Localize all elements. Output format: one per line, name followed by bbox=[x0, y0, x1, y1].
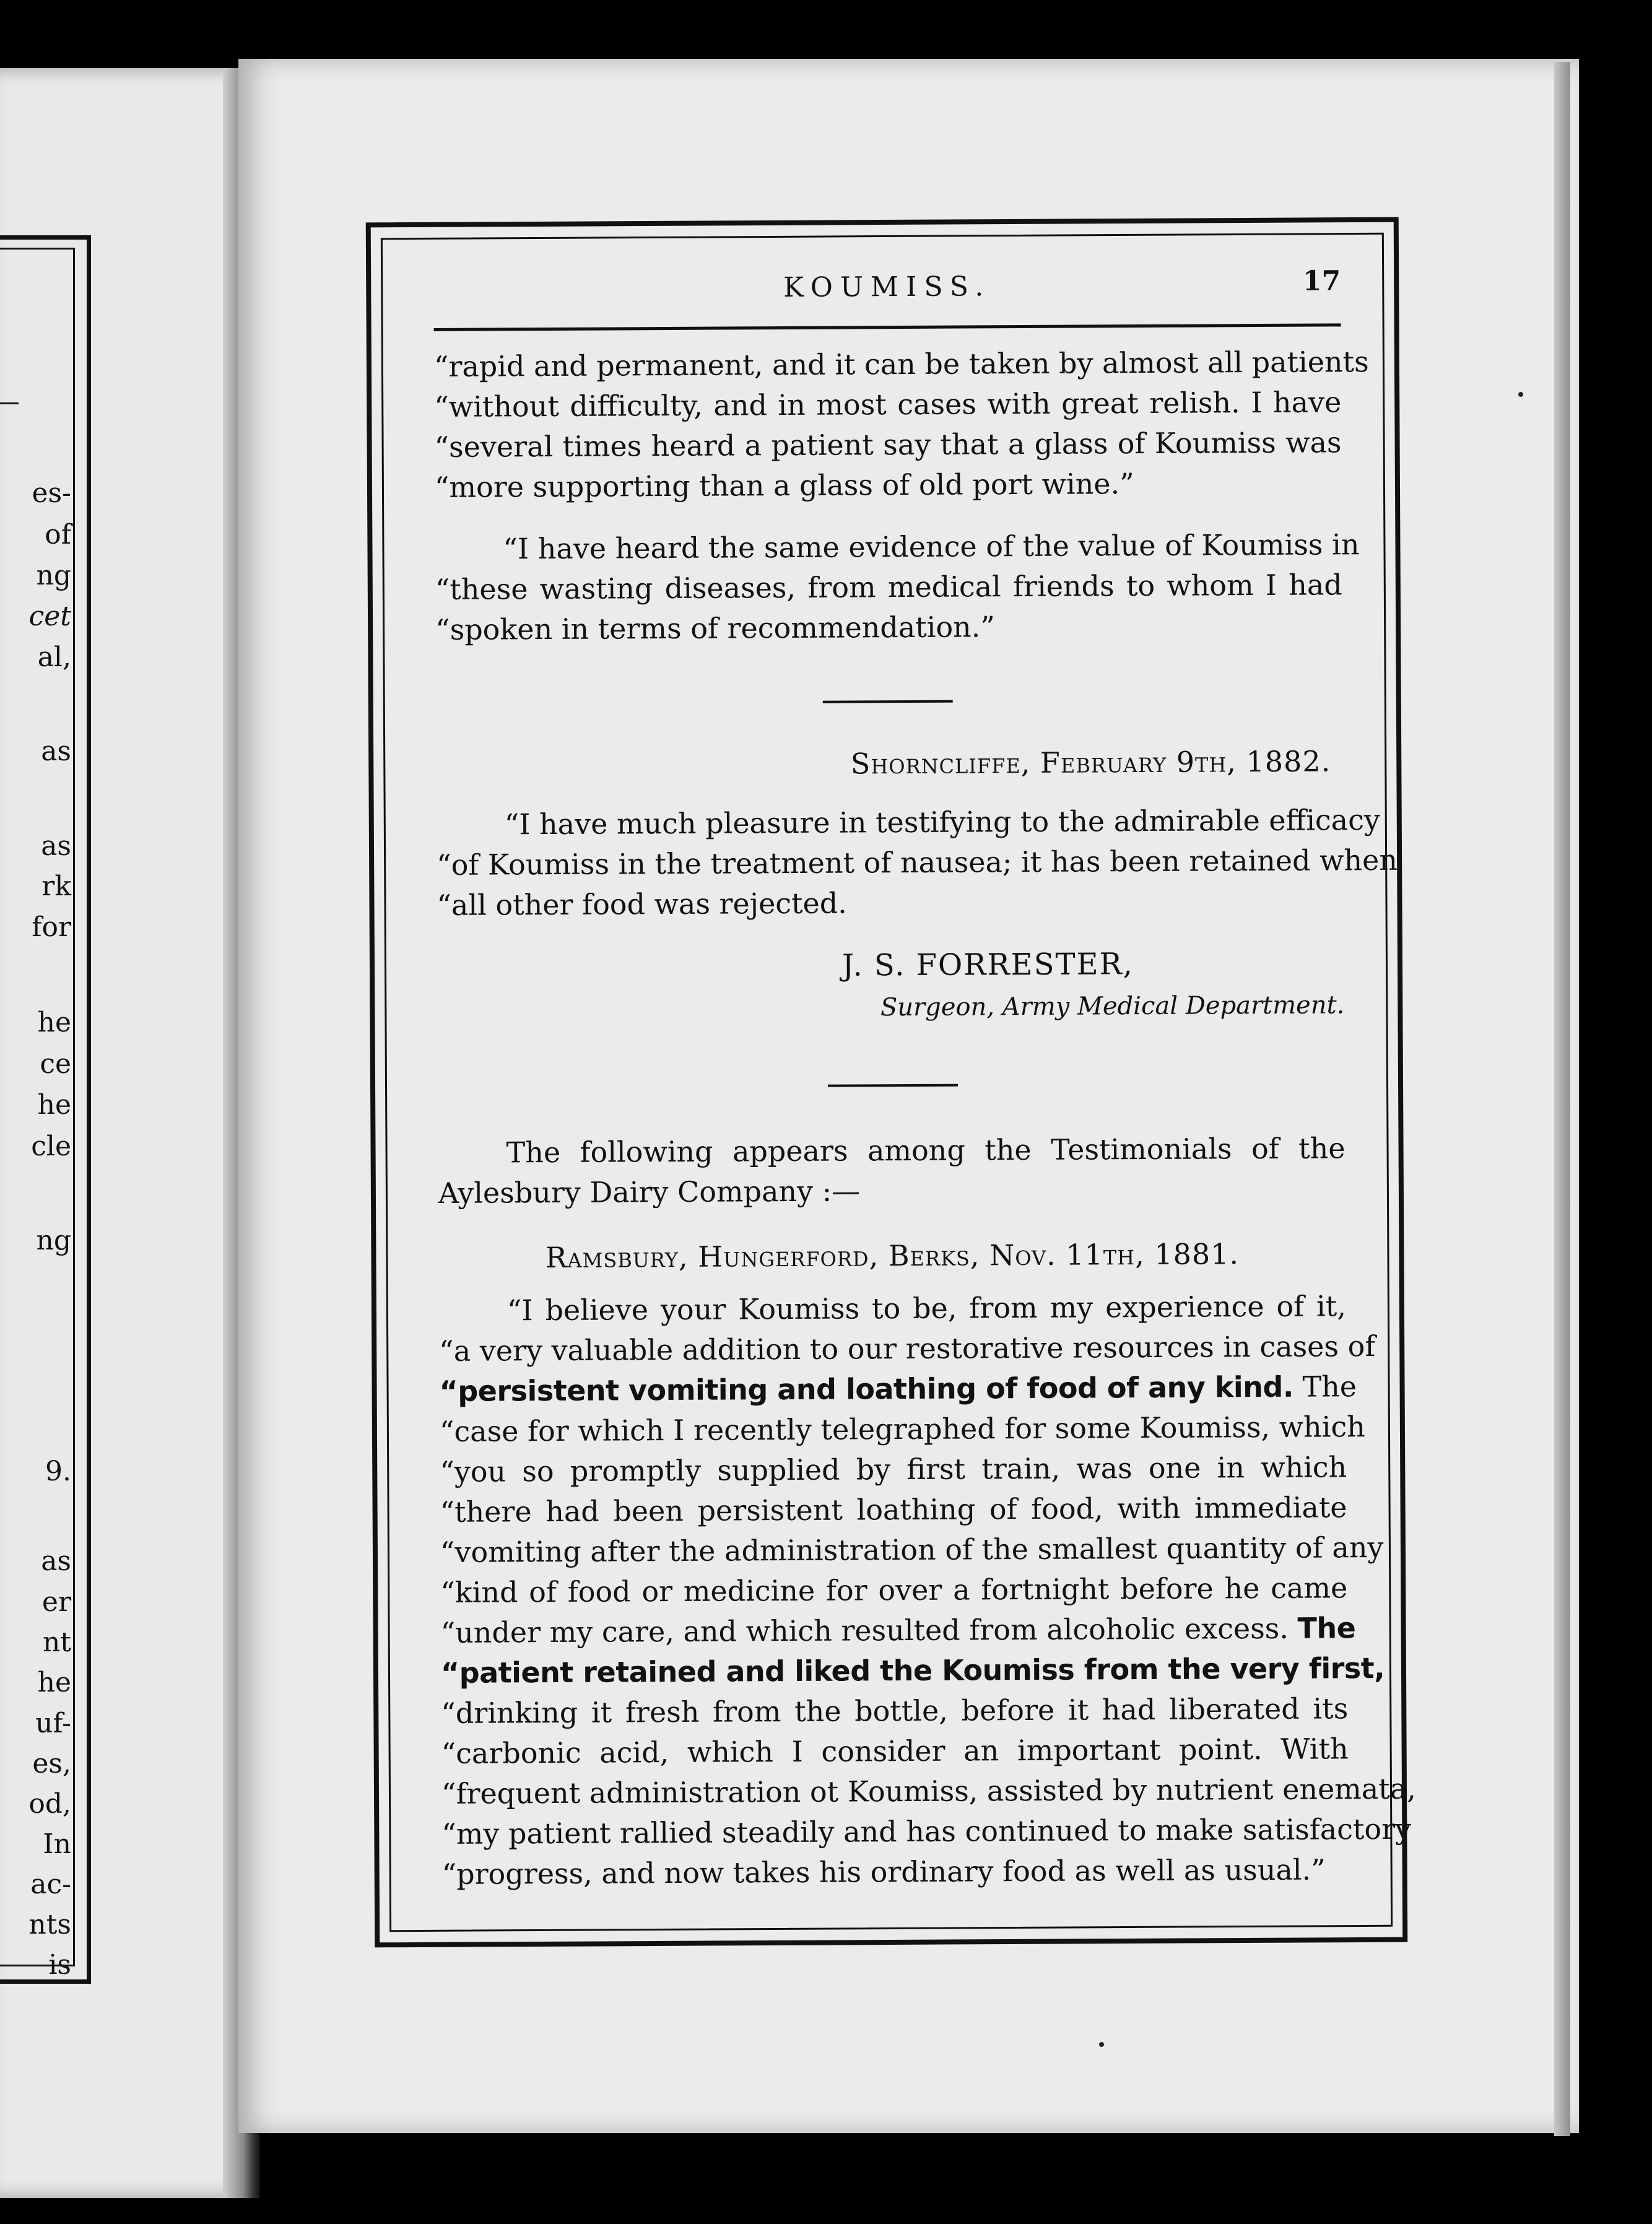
left-fragment: he bbox=[37, 1089, 71, 1121]
left-page bbox=[0, 68, 257, 2198]
left-fragment: al, bbox=[37, 641, 71, 673]
header-rule bbox=[434, 323, 1341, 331]
signature-name: J. S. FORRESTER, bbox=[841, 947, 1134, 983]
left-fragment: es, bbox=[32, 1748, 71, 1779]
text-line: “rapid and permanent, and it can be taken by almost all patients bbox=[433, 345, 1369, 383]
left-fragment: of bbox=[45, 519, 71, 550]
text-line-emphasis bbox=[440, 1608, 1356, 1653]
text-line: “spoken in terms of recommendation.” bbox=[435, 610, 996, 646]
bold-phrase: The bbox=[1297, 1611, 1356, 1645]
section-divider bbox=[823, 700, 953, 703]
bold-phrase: “persistent vomiting and loathing of food of any kind. bbox=[439, 1370, 1294, 1408]
text-line: “I believe your Koumiss to be, from my experience of it, bbox=[506, 1289, 1347, 1327]
left-fragment: for bbox=[32, 911, 71, 943]
left-fragment: as bbox=[41, 830, 71, 862]
left-fragment: ac- bbox=[30, 1869, 71, 1900]
left-fragment: he bbox=[37, 1667, 71, 1698]
text-line: “there had been persistent loathing of food, with immediate bbox=[440, 1490, 1347, 1529]
intro-paragraph bbox=[438, 1128, 1346, 1214]
left-fragment: uf- bbox=[35, 1708, 71, 1739]
text-line: “of Koumiss in the treatment of nausea; it has been retained when bbox=[436, 843, 1398, 882]
text-line: “these wasting diseases, from medical friends to whom I had bbox=[435, 568, 1342, 606]
text-line: The following appears among the Testimonials of the bbox=[506, 1131, 1346, 1170]
text-line: “a very valuable addition to our restorative resources in cases of bbox=[439, 1329, 1376, 1368]
left-fragment: is bbox=[48, 1949, 71, 1981]
text-line: “frequent administration ot Koumiss, assisted by nutrient enemata, bbox=[441, 1771, 1416, 1810]
text-line: “you so promptly supplied by first train, was one in which bbox=[440, 1450, 1347, 1488]
left-fragment: he bbox=[37, 1007, 71, 1038]
paper-speck bbox=[1099, 2042, 1104, 2047]
left-fragment: nts bbox=[28, 1909, 71, 1940]
page-number: 17 bbox=[1302, 265, 1341, 297]
left-fragment: ng bbox=[36, 1225, 71, 1256]
section-divider bbox=[828, 1084, 958, 1087]
text-line: “vomiting after the administration of the smallest quantity of any bbox=[440, 1530, 1384, 1569]
text-line-emphasis bbox=[439, 1366, 1357, 1412]
left-fragment: od, bbox=[28, 1788, 71, 1820]
text-line: “my patient rallied steadily and has continued to make satisfactory bbox=[441, 1812, 1412, 1851]
paper-speck bbox=[1518, 392, 1523, 397]
left-fragment: ce bbox=[40, 1048, 71, 1080]
left-fragment: nt bbox=[42, 1627, 71, 1658]
left-fragment: 9. bbox=[45, 1456, 71, 1487]
text-line: “all other food was rejected. bbox=[437, 886, 847, 922]
left-fragment: as bbox=[41, 736, 71, 767]
testimonial-ramsbury bbox=[439, 1286, 1416, 1895]
text-line: “several times heard a patient say that a glass of Koumiss was bbox=[434, 425, 1342, 464]
text-fragment: The bbox=[1302, 1370, 1357, 1404]
text-line: “more supporting than a glass of old port wine.” bbox=[434, 467, 1134, 504]
left-fragment: as bbox=[41, 1545, 71, 1577]
left-page-rule bbox=[0, 402, 19, 404]
left-fragment: In bbox=[43, 1828, 71, 1860]
text-line: “drinking it fresh from the bottle, before it had liberated its bbox=[441, 1692, 1349, 1730]
signature-title: Surgeon, Army Medical Department. bbox=[880, 991, 1345, 1022]
text-line: “I have heard the same evidence of the value of Koumiss in bbox=[503, 528, 1360, 566]
running-title: KOUMISS. bbox=[783, 271, 991, 304]
text-line: “case for which I recently telegraphed for some Koumiss, which bbox=[439, 1410, 1365, 1448]
text-line: “kind of food or medicine for over a fortnight before he came bbox=[440, 1571, 1348, 1609]
quote-continuation bbox=[433, 342, 1369, 508]
left-fragment: ng bbox=[36, 560, 71, 591]
running-head bbox=[433, 261, 1341, 303]
page-content bbox=[433, 255, 1416, 1907]
text-line: “carbonic acid, which I consider an important point. With bbox=[441, 1732, 1349, 1770]
quote-paragraph bbox=[435, 524, 1360, 650]
text-line-bold: “patient retained and liked the Koumiss from the very first, bbox=[440, 1651, 1385, 1690]
page-edge-shadow bbox=[1554, 62, 1570, 2136]
dateline-shorncliffe: Shorncliffe, February 9th, 1882. bbox=[850, 744, 1331, 781]
text-line: “progress, and now takes his ordinary food as well as usual.” bbox=[441, 1853, 1326, 1891]
dateline-ramsbury: Ramsbury, Hungerford, Berks, Nov. 11th, 1881. bbox=[545, 1237, 1240, 1275]
text-line: “without difficulty, and in most cases with great relish. I have bbox=[434, 385, 1342, 424]
left-fragment: cle bbox=[31, 1131, 71, 1162]
testimonial-forrester bbox=[436, 800, 1398, 926]
text-fragment: “under my care, and which resulted from alcoholic excess. bbox=[440, 1611, 1289, 1649]
left-fragment: er bbox=[41, 1586, 71, 1618]
left-fragment: rk bbox=[41, 871, 71, 902]
left-fragment: es- bbox=[32, 477, 71, 509]
left-fragment: cet bbox=[28, 601, 71, 632]
text-line: Aylesbury Dairy Company :— bbox=[438, 1174, 861, 1210]
text-line: “I have much pleasure in testifying to the admirable efficacy bbox=[504, 803, 1381, 841]
